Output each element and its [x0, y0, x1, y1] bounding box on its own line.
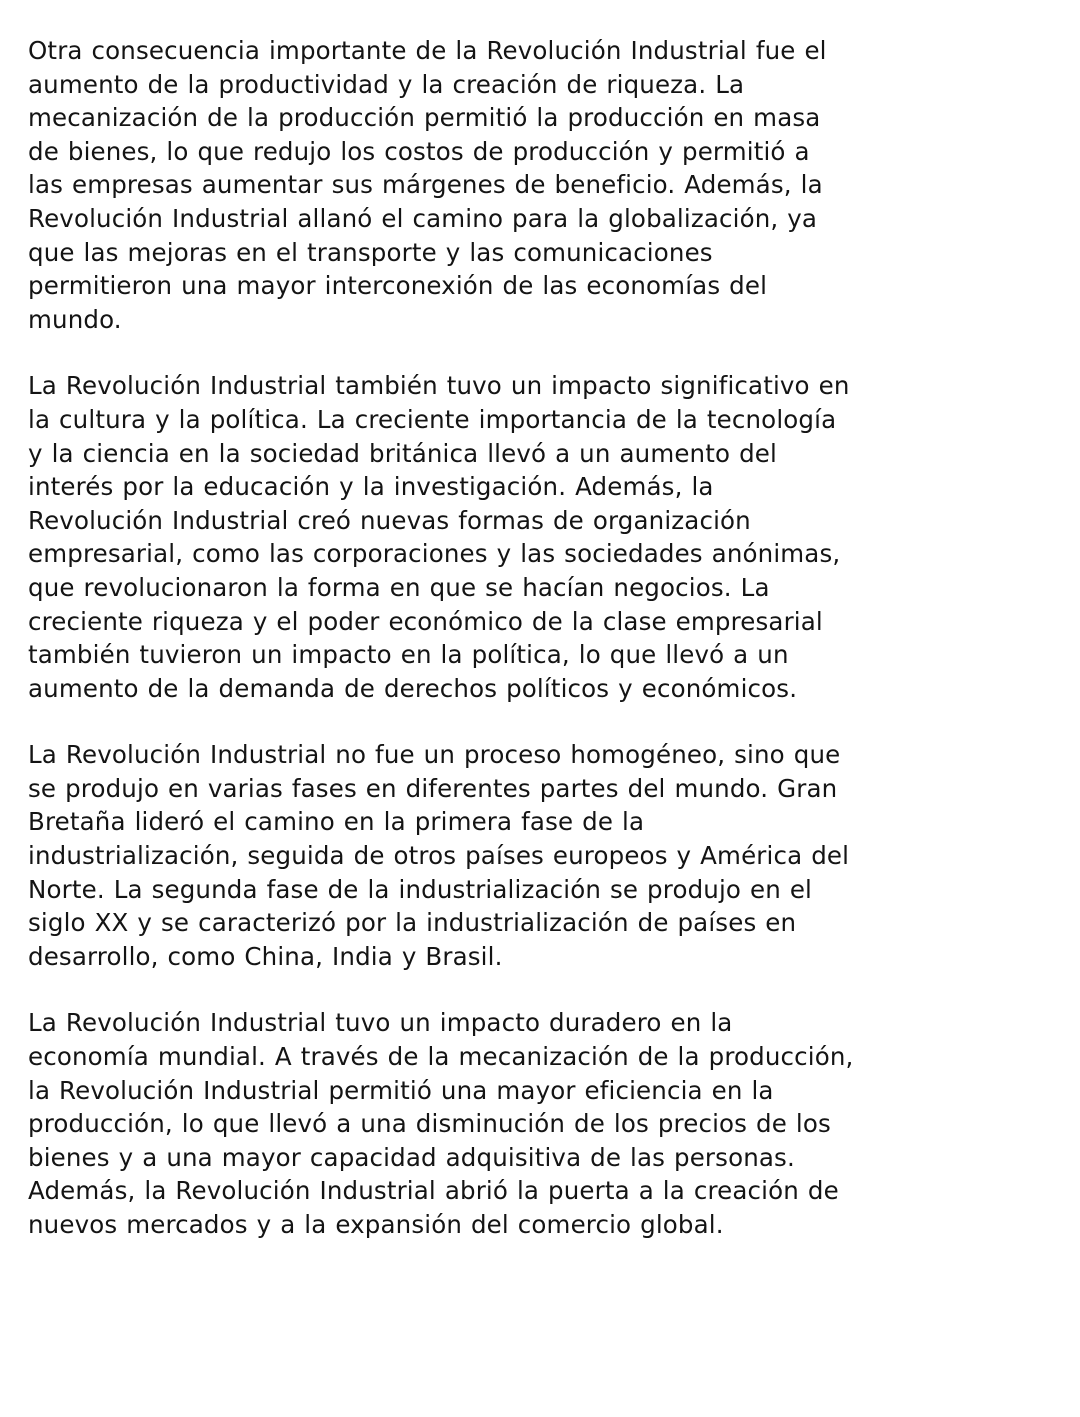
- text-line: Además, la Revolución Industrial abrió la puerta a la creación de: [28, 1176, 839, 1206]
- text-line: economía mundial. A través de la mecanización de la producción,: [28, 1042, 854, 1072]
- text-line: Otra consecuencia importante de la Revolución Industrial fue el: [28, 36, 827, 65]
- text-line: de bienes, lo que redujo los costos de producción y permitió a: [28, 136, 810, 166]
- text-line: siglo XX y se caracterizó por la industrialización de países en: [28, 908, 797, 938]
- text-line: se produjo en varias fases en diferentes partes del mundo. Gran: [28, 773, 838, 803]
- text-line: mundo.: [28, 304, 122, 334]
- paragraph-2: [28, 369, 1060, 705]
- text-line: bienes y a una mayor capacidad adquisitiva de las personas.: [28, 1142, 795, 1172]
- text-line: La Revolución Industrial también tuvo un impacto significativo en: [28, 371, 850, 401]
- text-line: mecanización de la producción permitió la producción en masa: [28, 103, 821, 133]
- text-line: aumento de la demanda de derechos políticos y económicos.: [28, 673, 798, 703]
- text-line: aumento de la productividad y la creación de riqueza. La: [28, 69, 745, 99]
- text-line: Norte. La segunda fase de la industrialización se produjo en el: [28, 874, 813, 904]
- text-line: que las mejoras en el transporte y las comunicaciones: [28, 237, 713, 267]
- text-line: nuevos mercados y a la expansión del comercio global.: [28, 1210, 724, 1239]
- text-line: desarrollo, como China, India y Brasil.: [28, 941, 503, 971]
- text-line: la cultura y la política. La creciente importancia de la tecnología: [28, 404, 837, 434]
- paragraph-3: [28, 738, 1060, 973]
- text-line: permitieron una mayor interconexión de las economías del: [28, 271, 768, 301]
- text-line: Revolución Industrial allanó el camino para la globalización, ya: [28, 203, 818, 233]
- text-line: La Revolución Industrial no fue un proceso homogéneo, sino que: [28, 740, 841, 770]
- text-line: la Revolución Industrial permitió una mayor eficiencia en la: [28, 1075, 774, 1105]
- paragraph-4: [28, 1006, 1060, 1241]
- text-line: creciente riqueza y el poder económico de la clase empresarial: [28, 606, 823, 636]
- text-line: y la ciencia en la sociedad británica llevó a un aumento del: [28, 438, 777, 468]
- text-line: empresarial, como las corporaciones y las sociedades anónimas,: [28, 539, 841, 569]
- text-line: producción, lo que llevó a una disminución de los precios de los: [28, 1109, 831, 1139]
- paragraph-1: [28, 34, 1060, 336]
- text-line: también tuvieron un impacto en la política, lo que llevó a un: [28, 640, 789, 670]
- text-line: La Revolución Industrial tuvo un impacto duradero en la: [28, 1008, 733, 1038]
- text-line: Bretaña lideró el camino en la primera fase de la: [28, 807, 645, 837]
- text-line: interés por la educación y la investigación. Además, la: [28, 472, 714, 502]
- text-line: que revolucionaron la forma en que se hacían negocios. La: [28, 572, 770, 602]
- text-line: las empresas aumentar sus márgenes de beneficio. Además, la: [28, 170, 823, 200]
- text-line: Revolución Industrial creó nuevas formas de organización: [28, 505, 751, 535]
- text-line: industrialización, seguida de otros países europeos y América del: [28, 841, 850, 871]
